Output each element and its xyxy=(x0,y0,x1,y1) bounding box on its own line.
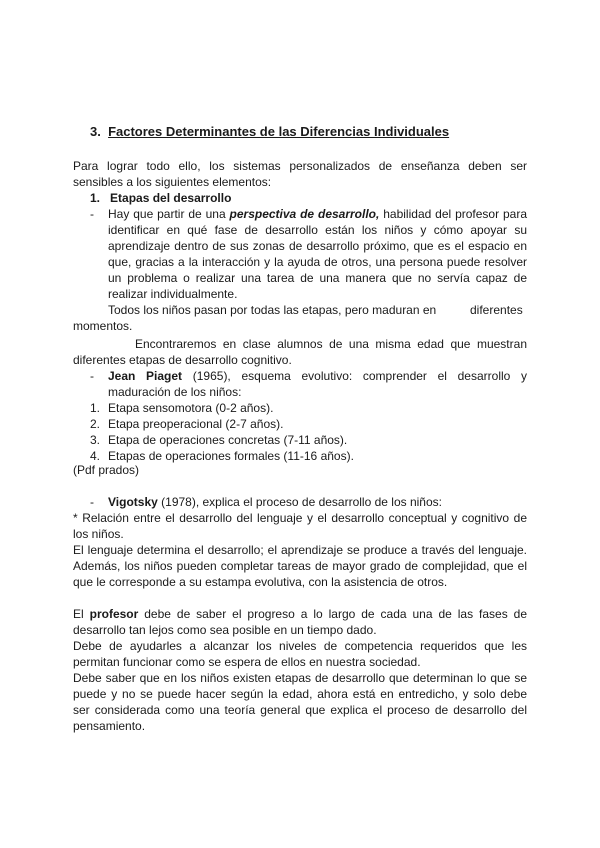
bullet1-line-4: que, gracias a la interacción y la ayuda de otros, una persona puede resolver xyxy=(108,255,527,269)
bullet1-text: habilidad del profesor para xyxy=(379,207,527,221)
para2-line-1: Encontraremos en clase alumnos de una misma edad que muestran xyxy=(135,337,527,351)
profesor-line-7: ser considerada como una teoría general que explica el proceso de desarrollo del xyxy=(73,703,527,717)
list-item-text: Etapas de operaciones formales (11-16 años). xyxy=(108,449,354,463)
source-note: (Pdf prados) xyxy=(73,463,140,477)
piaget-name: Jean Piaget xyxy=(108,369,183,383)
bullet-dash: - xyxy=(90,495,94,509)
profesor-line-6: puede y no se puede hacer según la edad, ahora está en entredicho, y solo debe xyxy=(73,687,527,701)
section-title: Factores Determinantes de las Diferencias Individuales xyxy=(108,124,450,139)
piaget-line-1 xyxy=(108,368,527,384)
section-number: 3. xyxy=(90,124,101,139)
para2-line-2: diferentes etapas de desarrollo cognitivo. xyxy=(73,353,292,367)
list-item xyxy=(90,432,348,448)
profesor-line-4: permitan funcionar como se espera de ellos en nuestra sociedad. xyxy=(73,655,421,669)
bullet-dash: - xyxy=(90,207,94,221)
profesor-line-8: pensamiento. xyxy=(73,719,146,733)
list-item-text: Etapa sensomotora (0-2 años). xyxy=(108,401,274,415)
subheading-etapas xyxy=(90,190,231,206)
bullet1-emphasis: perspectiva de desarrollo, xyxy=(229,207,380,221)
profesor-line-5: Debe saber que en los niños existen etapas de desarrollo que determinan lo que se xyxy=(73,671,527,685)
bullet1-line-2: identificar en qué fase de desarrollo están los niños y cómo apoyar su xyxy=(108,223,527,237)
profesor-line-1 xyxy=(73,606,527,622)
para1-line-1b: diferentes xyxy=(470,303,523,317)
language-line: El lenguaje determina el desarrollo; el aprendizaje se produce a través del lenguaje. xyxy=(73,543,527,557)
bullet1-line-5: un problema o realizar una tarea de una manera que no servía capaz de xyxy=(108,271,527,285)
profesor-line-3: Debe de ayudarles a alcanzar los niveles de competencia requeridos que les xyxy=(73,639,527,653)
para1-line-2: momentos. xyxy=(73,319,133,333)
piaget-line-2: maduración de los niños: xyxy=(108,385,242,399)
bullet1-line-1 xyxy=(108,206,527,222)
relation-line-2: los niños. xyxy=(73,527,124,541)
subheading-number: 1. xyxy=(90,191,101,205)
intro-line-2: sensibles a los siguientes elementos: xyxy=(73,175,272,189)
vigotsky-text: (1978), explica el proceso de desarrollo de los niños: xyxy=(157,495,442,509)
piaget-text: (1965), esquema evolutivo: comprender el desarrollo y xyxy=(182,369,528,383)
section-heading xyxy=(90,124,449,140)
profesor-text: El xyxy=(73,607,90,621)
bullet1-line-6: realizar individualmente. xyxy=(108,287,238,301)
list-item-number: 4. xyxy=(90,449,101,463)
ademas-line-1: Además, los niños pueden completar tareas de mayor grado de complejidad, que el xyxy=(73,559,527,573)
list-item-text: Etapa preoperacional (2-7 años). xyxy=(108,417,284,431)
list-item xyxy=(90,400,274,416)
vigotsky-line-1 xyxy=(108,494,527,510)
vigotsky-name: Vigotsky xyxy=(108,495,158,509)
list-item-number: 1. xyxy=(90,401,101,415)
para1-line-1a: Todos los niños pasan por todas las etapas, pero maduran en xyxy=(108,303,437,317)
subheading-title: Etapas del desarrollo xyxy=(110,191,232,205)
list-item-number: 3. xyxy=(90,433,101,447)
list-item-text: Etapa de operaciones concretas (7-11 años). xyxy=(108,433,348,447)
bullet1-text: Hay que partir de una xyxy=(108,207,230,221)
profesor-line-2: desarrollo tan lejos como sea posible en un tiempo dado. xyxy=(73,623,377,637)
ademas-line-2: que le corresponde a su estampa evolutiva, con la asistencia de otros. xyxy=(73,575,448,589)
list-item-number: 2. xyxy=(90,417,101,431)
list-item xyxy=(90,416,284,432)
intro-line-1: Para lograr todo ello, los sistemas personalizados de enseñanza deben ser xyxy=(73,159,527,173)
relation-line-1: * Relación entre el desarrollo del lenguaje y el desarrollo conceptual y cognitivo de xyxy=(73,511,527,525)
profesor-emphasis: profesor xyxy=(89,607,139,621)
bullet-dash: - xyxy=(90,369,94,383)
profesor-text: debe de saber el progreso a lo largo de cada una de las fases de xyxy=(138,607,527,621)
bullet1-line-3: aprendizaje dentro de sus zonas de desarrollo próximo, que es el espacio en xyxy=(108,239,527,253)
